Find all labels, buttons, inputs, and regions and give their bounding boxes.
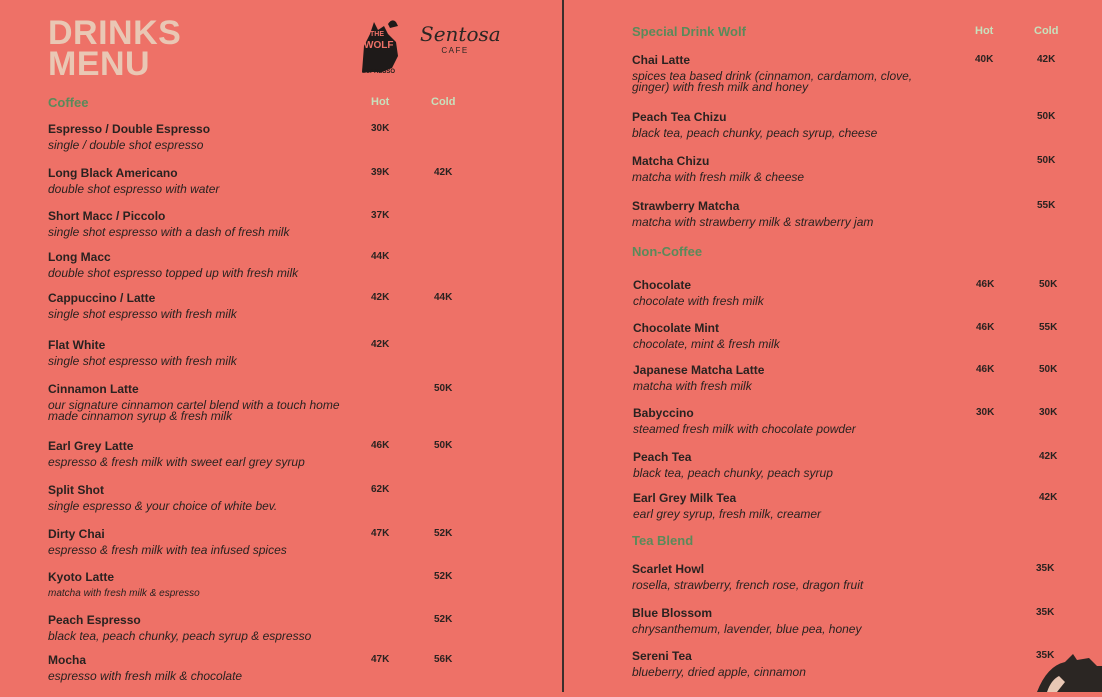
item-description: matcha with fresh milk & cheese (632, 170, 805, 184)
item-description: single / double shot espresso (48, 138, 204, 152)
coffee-cold-header: Cold (431, 96, 456, 108)
item-description: single espresso & your choice of white bev. (48, 499, 278, 513)
hot-price: 44K (371, 251, 390, 262)
coffee-item (48, 209, 348, 238)
cold-price: 50K (434, 383, 453, 394)
hot-price: 37K (371, 210, 390, 221)
hot-price: 42K (371, 292, 390, 303)
hot-price: 46K (976, 364, 995, 375)
coffee-item (48, 166, 348, 195)
special-item (632, 110, 922, 139)
cold-price: 52K (434, 571, 453, 582)
coffee-item (48, 483, 348, 512)
coffee-item (48, 291, 348, 320)
coffee-item (48, 613, 348, 642)
item-name: Cinnamon Latte (48, 382, 139, 396)
coffee-item (48, 382, 348, 422)
item-description: single shot espresso with fresh milk (48, 307, 237, 321)
item-name: Earl Grey Milk Tea (633, 491, 737, 505)
section-noncoffee: Non-Coffee (632, 244, 703, 259)
cold-price: 35K (1036, 607, 1055, 618)
item-description: matcha with fresh milk & espresso (48, 588, 200, 599)
item-name: Babyccino (633, 406, 694, 420)
cold-price: 30K (1039, 407, 1058, 418)
section-tea: Tea Blend (632, 533, 694, 548)
item-name: Japanese Matcha Latte (633, 363, 765, 377)
wolf-logo-wolf: WOLF (364, 40, 394, 51)
coffee-item (48, 122, 348, 151)
cold-price: 50K (1037, 155, 1056, 166)
noncoffee-item (633, 363, 923, 392)
item-name: Mocha (48, 653, 87, 667)
item-description: espresso & fresh milk with tea infused spices (48, 543, 287, 557)
item-description: double shot espresso topped up with fresh milk (48, 266, 299, 280)
cold-price: 42K (1039, 492, 1058, 503)
hot-price: 62K (371, 484, 390, 495)
item-description: matcha with strawberry milk & strawberry jam (632, 215, 874, 229)
noncoffee-item (633, 450, 923, 479)
item-name: Cappuccino / Latte (48, 291, 156, 305)
item-name: Short Macc / Piccolo (48, 209, 166, 223)
hot-price: 30K (371, 123, 390, 134)
cold-price: 50K (1039, 279, 1058, 290)
cold-price: 56K (434, 654, 453, 665)
coffee-item (48, 570, 348, 599)
section-special: Special Drink Wolf (632, 24, 746, 39)
noncoffee-item (633, 491, 923, 520)
hot-price: 39K (371, 167, 390, 178)
item-description: double shot espresso with water (48, 182, 220, 196)
cold-price: 50K (434, 440, 453, 451)
cafe-logo-sub: CAFE (441, 46, 469, 55)
hot-price: 46K (371, 440, 390, 451)
noncoffee-item (633, 321, 923, 350)
item-name: Chocolate (633, 278, 692, 292)
coffee-item (48, 250, 348, 279)
menu-title-line2: MENU (48, 45, 151, 83)
cold-price: 55K (1039, 322, 1058, 333)
hot-price: 47K (371, 528, 390, 539)
special-cold-header: Cold (1034, 25, 1059, 37)
menu-title-line1: DRINKS (48, 14, 182, 52)
cold-price: 42K (1037, 54, 1056, 65)
column-divider (562, 0, 564, 692)
item-name: Chocolate Mint (633, 321, 719, 335)
item-description: black tea, peach chunky, peach syrup (633, 466, 833, 480)
coffee-item (48, 439, 348, 468)
item-name: Chai Latte (632, 53, 691, 67)
hot-price: 47K (371, 654, 390, 665)
hot-price: 30K (976, 407, 995, 418)
tea-item (632, 562, 922, 591)
item-description: rosella, strawberry, french rose, dragon fruit (632, 578, 864, 592)
section-coffee: Coffee (48, 95, 89, 110)
cold-price: 52K (434, 614, 453, 625)
item-name: Earl Grey Latte (48, 439, 134, 453)
tea-item (632, 606, 922, 635)
item-name: Peach Espresso (48, 613, 141, 627)
item-description: black tea, peach chunky, peach syrup, cheese (632, 126, 878, 140)
wolf-logo-the: THE (370, 31, 384, 38)
noncoffee-item (633, 278, 923, 307)
cold-price: 42K (1039, 451, 1058, 462)
cafe-logo-script: Sentosa (420, 22, 501, 46)
item-description: black tea, peach chunky, peach syrup & espresso (48, 629, 312, 643)
item-description: our signature cinnamon cartel blend with a touch home made cinnamon syrup & fresh milk (48, 398, 340, 423)
item-name: Dirty Chai (48, 527, 105, 541)
cold-price: 44K (434, 292, 453, 303)
item-name: Matcha Chizu (632, 154, 710, 168)
item-name: Sereni Tea (632, 649, 692, 663)
item-name: Strawberry Matcha (632, 199, 740, 213)
hot-price: 46K (976, 279, 995, 290)
wolf-silhouette-icon (1017, 652, 1102, 692)
item-description: matcha with fresh milk (633, 379, 752, 393)
item-name: Long Black Americano (48, 166, 178, 180)
item-description: chocolate with fresh milk (633, 294, 764, 308)
coffee-item (48, 527, 348, 556)
menu-title (48, 14, 182, 83)
special-item (632, 154, 922, 183)
tea-item (632, 649, 922, 678)
item-name: Flat White (48, 338, 106, 352)
cold-price: 50K (1037, 111, 1056, 122)
item-name: Long Macc (48, 250, 111, 264)
item-name: Espresso / Double Espresso (48, 122, 211, 136)
item-description: single shot espresso with a dash of fresh milk (48, 225, 290, 239)
cold-price: 52K (434, 528, 453, 539)
special-item (632, 199, 922, 228)
sentosa-cafe-logo (420, 22, 501, 60)
item-name: Split Shot (48, 483, 104, 497)
item-name: Scarlet Howl (632, 562, 705, 576)
item-description: blueberry, dried apple, cinnamon (632, 665, 806, 679)
item-description: espresso & fresh milk with sweet earl grey syrup (48, 455, 305, 469)
item-description: earl grey syrup, fresh milk, creamer (633, 507, 822, 521)
item-description: chrysanthemum, lavender, blue pea, honey (632, 622, 862, 636)
coffee-hot-header: Hot (371, 96, 390, 108)
item-description: espresso with fresh milk & chocolate (48, 669, 243, 683)
hot-price: 42K (371, 339, 390, 350)
item-description: spices tea based drink (cinnamon, cardamom, clove, ginger) with fresh milk and honey (632, 69, 913, 94)
cold-price: 55K (1037, 200, 1056, 211)
hot-price: 40K (975, 54, 994, 65)
item-description: steamed fresh milk with chocolate powder (633, 422, 856, 436)
coffee-item (48, 338, 348, 367)
item-description: single shot espresso with fresh milk (48, 354, 237, 368)
wolf-logo-espresso: ESPRESSO (362, 69, 396, 74)
item-description: chocolate, mint & fresh milk (633, 337, 780, 351)
hot-price: 46K (976, 322, 995, 333)
cold-price: 35K (1036, 563, 1055, 574)
item-name: Peach Tea Chizu (632, 110, 727, 124)
special-hot-header: Hot (975, 25, 994, 37)
noncoffee-item (633, 406, 923, 435)
item-name: Kyoto Latte (48, 570, 114, 584)
item-name: Peach Tea (633, 450, 692, 464)
cold-price: 50K (1039, 364, 1058, 375)
wolf-espresso-logo (352, 16, 408, 74)
special-item (632, 53, 922, 93)
cold-price: 42K (434, 167, 453, 178)
coffee-item (48, 653, 348, 682)
cold-price: 35K (1036, 650, 1055, 661)
item-name: Blue Blossom (632, 606, 713, 620)
